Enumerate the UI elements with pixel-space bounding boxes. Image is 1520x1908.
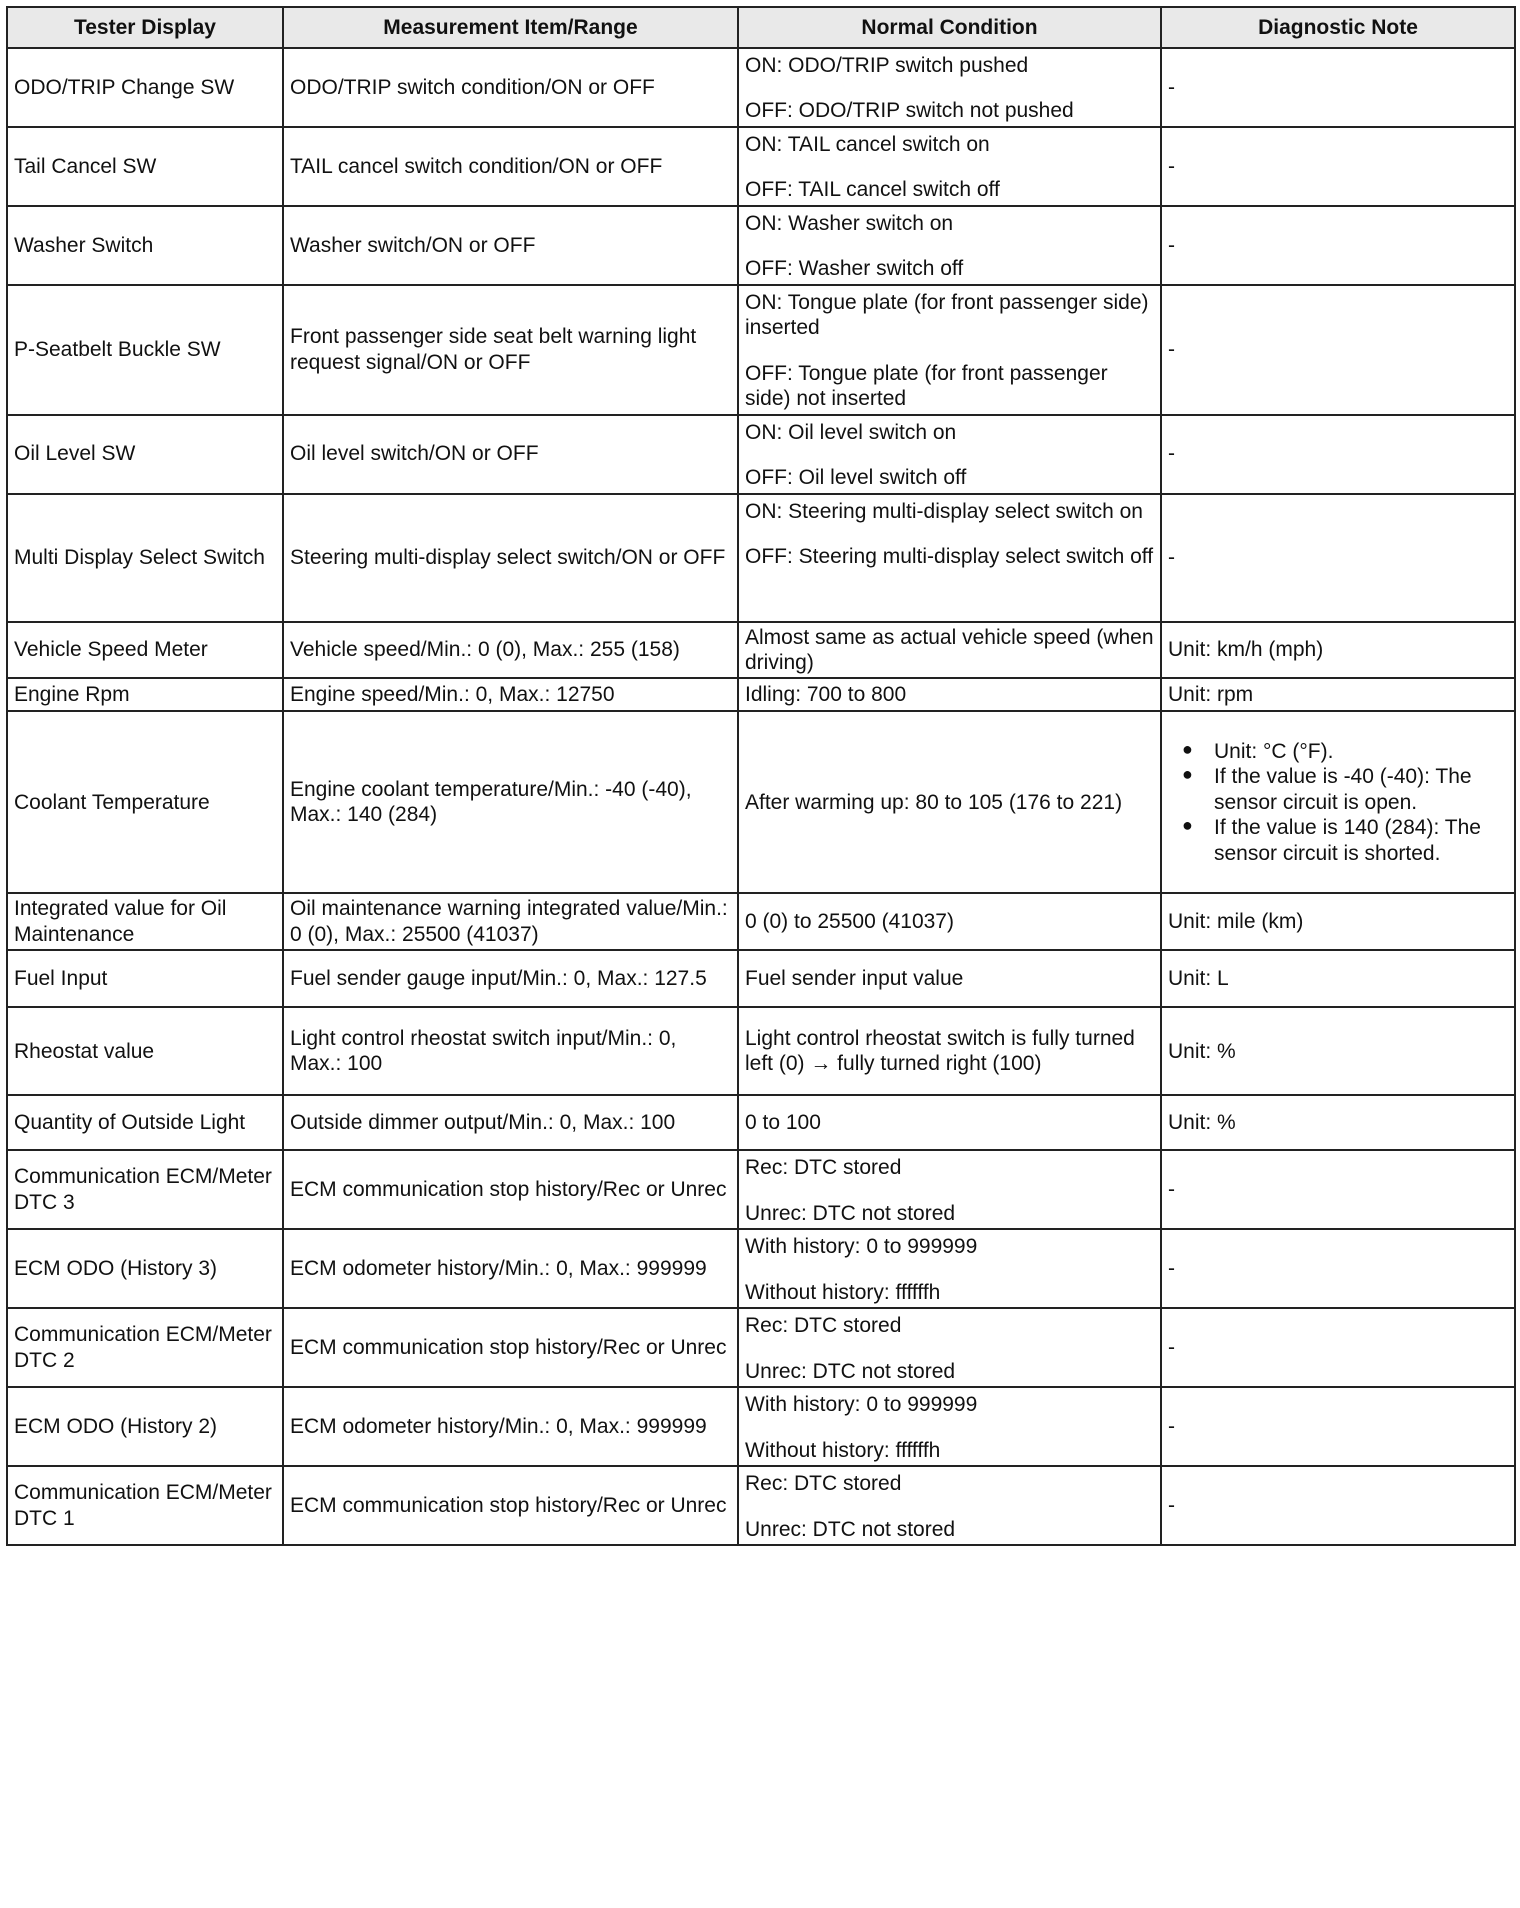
- normal-condition-cell: [738, 1387, 1161, 1466]
- diagnostic-note-cell: -: [1161, 285, 1515, 415]
- tester-display-cell: P-Seatbelt Buckle SW: [7, 285, 283, 415]
- condition-text: ON: Washer switch on: [745, 212, 954, 235]
- measurement-cell: Engine coolant temperature/Min.: -40 (-40), Max.: 140 (284): [283, 711, 738, 893]
- table-row: [7, 711, 1515, 893]
- measurement-cell: Fuel sender gauge input/Min.: 0, Max.: 127.5: [283, 950, 738, 1007]
- tester-display-cell: Engine Rpm: [7, 678, 283, 711]
- condition-text: OFF: Tongue plate (for front passenger side) not inserted: [745, 361, 1108, 411]
- condition-text: ON: Oil level switch on: [745, 420, 957, 444]
- table-row: [7, 1308, 1515, 1387]
- condition-text: ON: Steering multi-display select switch on: [745, 499, 1143, 523]
- table-row: [7, 1150, 1515, 1229]
- tester-display-cell: Multi Display Select Switch: [7, 494, 283, 622]
- condition-text: With history: 0 to 999999: [745, 1393, 978, 1417]
- table-row: [7, 893, 1515, 950]
- condition-text: Rec: DTC stored: [745, 1156, 902, 1180]
- diagnostic-note-cell: [1161, 711, 1515, 893]
- normal-condition-cell: [738, 285, 1161, 415]
- table-row: [7, 1095, 1515, 1150]
- normal-condition-cell: Fuel sender input value: [738, 950, 1161, 1007]
- diagnostic-note-cell: -: [1161, 206, 1515, 285]
- measurement-cell: Front passenger side seat belt warning light request signal/ON or OFF: [283, 285, 738, 415]
- diagnostic-note-cell: -: [1161, 1229, 1515, 1308]
- table-body: [7, 48, 1515, 1545]
- measurement-cell: ECM communication stop history/Rec or Unrec: [283, 1466, 738, 1545]
- diagnostic-note-cell: -: [1161, 1466, 1515, 1545]
- header-tester-display: Tester Display: [7, 7, 283, 48]
- normal-condition-cell: 0 to 100: [738, 1095, 1161, 1150]
- normal-condition-cell: Idling: 700 to 800: [738, 678, 1161, 711]
- condition-text: Rec: DTC stored: [745, 1314, 902, 1338]
- measurement-cell: ODO/TRIP switch condition/ON or OFF: [283, 48, 738, 127]
- data-list-sheet: [6, 6, 1514, 1546]
- diagnostic-note-cell: -: [1161, 127, 1515, 206]
- note-bullet-item: ● If the value is 140 (284): The sensor circuit is shorted.: [1214, 815, 1508, 866]
- diagnostic-note-cell: -: [1161, 494, 1515, 622]
- table-row: [7, 1387, 1515, 1466]
- table-row: [7, 206, 1515, 285]
- data-list-table: [6, 6, 1516, 1546]
- tester-display-cell: ECM ODO (History 3): [7, 1229, 283, 1308]
- tester-display-cell: ODO/TRIP Change SW: [7, 48, 283, 127]
- normal-condition-cell: [738, 1229, 1161, 1308]
- table-row: [7, 127, 1515, 206]
- tester-display-cell: Communication ECM/Meter DTC 3: [7, 1150, 283, 1229]
- header-measurement-item: Measurement Item/Range: [283, 7, 738, 48]
- diagnostic-note-cell: -: [1161, 1150, 1515, 1229]
- diagnostic-note-cell: Unit: %: [1161, 1007, 1515, 1095]
- measurement-cell: Oil maintenance warning integrated value/Min.: 0 (0), Max.: 25500 (41037): [283, 893, 738, 950]
- condition-text: Unrec: DTC not stored: [745, 1201, 956, 1225]
- tester-display-cell: Communication ECM/Meter DTC 2: [7, 1308, 283, 1387]
- diagnostic-note-cell: Unit: km/h (mph): [1161, 622, 1515, 679]
- condition-text: With history: 0 to 999999: [745, 1235, 978, 1259]
- tester-display-cell: Vehicle Speed Meter: [7, 622, 283, 679]
- table-row: [7, 1007, 1515, 1095]
- note-bullet-item: ● Unit: °C (°F).: [1214, 739, 1508, 764]
- measurement-cell: Engine speed/Min.: 0, Max.: 12750: [283, 678, 738, 711]
- condition-text: Without history: ffffffh: [745, 1438, 941, 1462]
- normal-condition-cell: 0 (0) to 25500 (41037): [738, 893, 1161, 950]
- normal-condition-cell: After warming up: 80 to 105 (176 to 221): [738, 711, 1161, 893]
- table-row: [7, 1229, 1515, 1308]
- tester-display-cell: Communication ECM/Meter DTC 1: [7, 1466, 283, 1545]
- diagnostic-note-cell: -: [1161, 48, 1515, 127]
- measurement-cell: ECM communication stop history/Rec or Unrec: [283, 1308, 738, 1387]
- measurement-cell: Vehicle speed/Min.: 0 (0), Max.: 255 (158): [283, 622, 738, 679]
- header-normal-condition: Normal Condition: [738, 7, 1161, 48]
- diagnostic-note-cell: -: [1161, 415, 1515, 494]
- table-row: [7, 48, 1515, 127]
- condition-text: ON: ODO/TRIP switch pushed: [745, 54, 1029, 77]
- measurement-cell: Outside dimmer output/Min.: 0, Max.: 100: [283, 1095, 738, 1150]
- table-row: [7, 494, 1515, 622]
- header-row: [7, 7, 1515, 48]
- tester-display-cell: Fuel Input: [7, 950, 283, 1007]
- condition-text: ON: TAIL cancel switch on: [745, 133, 990, 156]
- table-row: [7, 285, 1515, 415]
- note-bullet-item: ● If the value is -40 (-40): The sensor circuit is open.: [1214, 764, 1508, 815]
- diagnostic-note-cell: -: [1161, 1387, 1515, 1466]
- normal-condition-cell: [738, 494, 1161, 622]
- diagnostic-note-cell: Unit: mile (km): [1161, 893, 1515, 950]
- tester-display-cell: Integrated value for Oil Maintenance: [7, 893, 283, 950]
- tester-display-cell: Oil Level SW: [7, 415, 283, 494]
- condition-text: ON: Tongue plate (for front passenger side) inserted: [745, 291, 1149, 340]
- condition-text: OFF: Washer switch off: [745, 257, 964, 281]
- measurement-cell: ECM odometer history/Min.: 0, Max.: 999999: [283, 1229, 738, 1308]
- normal-condition-cell: [738, 415, 1161, 494]
- measurement-cell: TAIL cancel switch condition/ON or OFF: [283, 127, 738, 206]
- diagnostic-note-cell: Unit: %: [1161, 1095, 1515, 1150]
- normal-condition-cell: Light control rheostat switch is fully turned left (0) → fully turned right (100): [738, 1007, 1161, 1095]
- condition-text: OFF: ODO/TRIP switch not pushed: [745, 99, 1074, 123]
- tester-display-cell: Rheostat value: [7, 1007, 283, 1095]
- note-list: [1168, 739, 1508, 866]
- diagnostic-note-cell: -: [1161, 1308, 1515, 1387]
- normal-condition-cell: [738, 1308, 1161, 1387]
- measurement-cell: Light control rheostat switch input/Min.: 0, Max.: 100: [283, 1007, 738, 1095]
- tester-display-cell: Washer Switch: [7, 206, 283, 285]
- condition-text: OFF: Oil level switch off: [745, 466, 967, 490]
- condition-text: OFF: TAIL cancel switch off: [745, 178, 1000, 202]
- normal-condition-cell: [738, 48, 1161, 127]
- condition-text: Unrec: DTC not stored: [745, 1517, 956, 1541]
- measurement-cell: ECM communication stop history/Rec or Unrec: [283, 1150, 738, 1229]
- diagnostic-note-cell: Unit: L: [1161, 950, 1515, 1007]
- table-row: [7, 1466, 1515, 1545]
- tester-display-cell: Tail Cancel SW: [7, 127, 283, 206]
- table-row: [7, 622, 1515, 679]
- condition-text: Without history: ffffffh: [745, 1280, 941, 1304]
- measurement-cell: Washer switch/ON or OFF: [283, 206, 738, 285]
- measurement-cell: Steering multi-display select switch/ON or OFF: [283, 494, 738, 622]
- table-row: [7, 415, 1515, 494]
- diagnostic-note-cell: Unit: rpm: [1161, 678, 1515, 711]
- table-row: [7, 678, 1515, 711]
- condition-text: Unrec: DTC not stored: [745, 1359, 956, 1383]
- condition-text: Rec: DTC stored: [745, 1472, 902, 1496]
- measurement-cell: Oil level switch/ON or OFF: [283, 415, 738, 494]
- tester-display-cell: Coolant Temperature: [7, 711, 283, 893]
- normal-condition-cell: [738, 127, 1161, 206]
- table-row: [7, 950, 1515, 1007]
- normal-condition-cell: Almost same as actual vehicle speed (when driving): [738, 622, 1161, 679]
- header-diagnostic-note: Diagnostic Note: [1161, 7, 1515, 48]
- condition-text: OFF: Steering multi-display select switch off: [745, 545, 1154, 569]
- tester-display-cell: ECM ODO (History 2): [7, 1387, 283, 1466]
- measurement-cell: ECM odometer history/Min.: 0, Max.: 999999: [283, 1387, 738, 1466]
- normal-condition-cell: [738, 206, 1161, 285]
- normal-condition-cell: [738, 1466, 1161, 1545]
- normal-condition-cell: [738, 1150, 1161, 1229]
- tester-display-cell: Quantity of Outside Light: [7, 1095, 283, 1150]
